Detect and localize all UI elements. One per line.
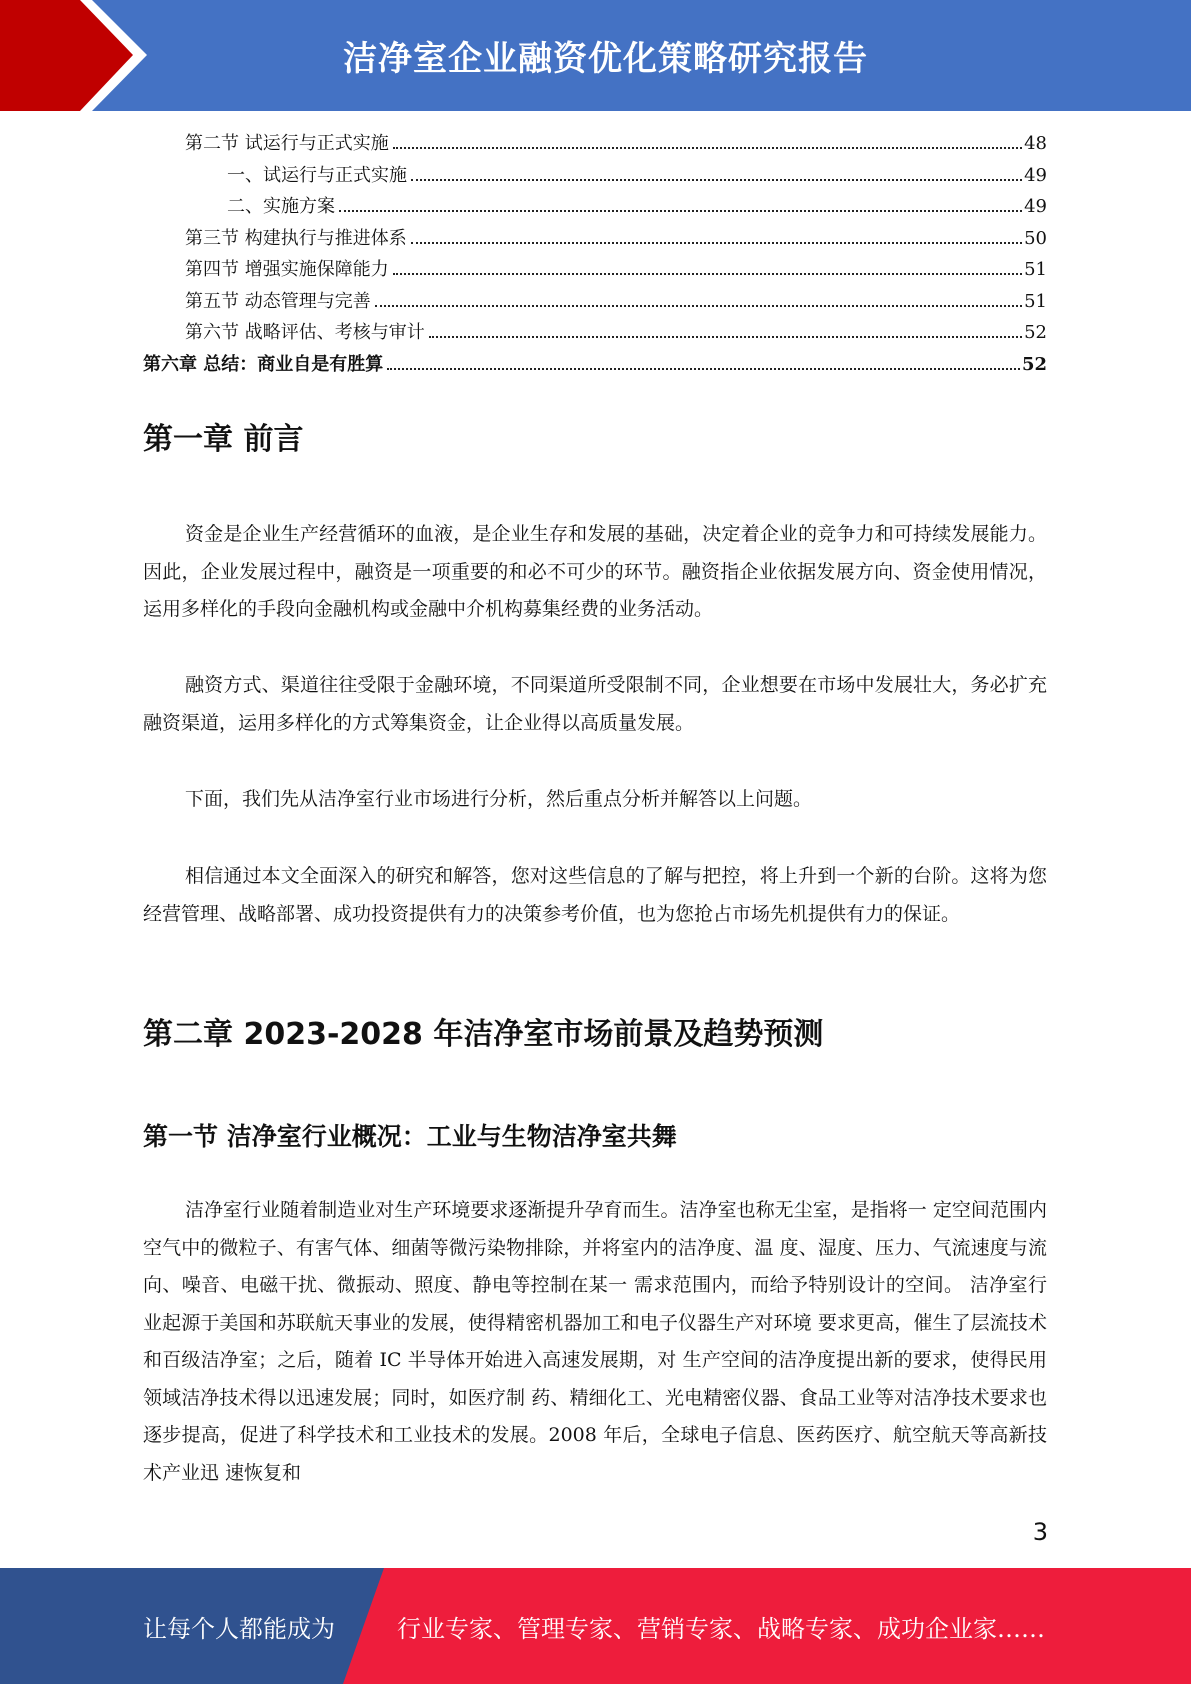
toc-entry-title: 第二节 试运行与正式实施 [185, 133, 389, 154]
footer-slogan-right: 行业专家、管理专家、营销专家、战略专家、成功企业家…… [397, 1614, 1045, 1643]
chapter2-paragraph-1: 洁净室行业随着制造业对生产环境要求逐渐提升孕育而生。洁净室也称无尘室，是指将一 定空间范围内空气中的微粒子、有害气体、细菌等微污染物排除，并将室内的洁净度、温 度、湿度、压力、气流速度与流向、噪音、电磁干扰、微振动、照度、静电等控制在某一 需求范围内，而给予特别设计的空间。 洁净室行业起源于美国和苏联航天事业的发展，使得精密机器加工和电子仪器生产对环境 要求更高，催生了层流技术和百级洁净室；之后，随着 IC 半导体开始进入高速发展期，对 生产空间的洁净度提出新的要求，使得民用领域洁净技术得以迅速发展；同时，如医疗制 药、精细化工、光电精密仪器、食品工业等对洁净技术要求也逐步提高，促进了科学技术和工业技术的发展。2008 年后，全球电子信息、医药医疗、航空航天等高新技术产业迅 速恢复和 [143, 1199, 1047, 1484]
chapter1-title: 第一章 前言 [143, 422, 304, 457]
toc-entry-title: 第五节 动态管理与完善 [185, 290, 371, 312]
chapter1-paragraph-3: 下面，我们先从洁净室行业市场进行分析，然后重点分析并解答以上问题。 [185, 788, 813, 810]
chapter1-paragraph-1: 资金是企业生产经营循环的血液，是企业生存和发展的基础，决定着企业的竞争力和可持续发展能力。因此，企业发展过程中，融资是一项重要的和必不可少的环节。融资指企业依据发展方向、资金使用情况，运用多样化的手段向金融机构或金融中介机构募集经费的业务活动。 [143, 523, 1047, 620]
toc-entry[interactable] [143, 349, 1047, 381]
toc-entry-page: 51 [1024, 259, 1047, 280]
toc-entry[interactable] [143, 286, 1047, 318]
toc-entry-title: 二、实施方案 [227, 196, 335, 217]
toc-entry-title: 第六章 总结：商业自是有胜算 [143, 353, 384, 375]
page-number: 3 [1032, 1518, 1048, 1546]
toc-entry-page: 48 [1024, 133, 1047, 154]
chapter1-paragraph-2: 融资方式、渠道往往受限于金融环境，不同渠道所受限制不同，企业想要在市场中发展壮大，务必扩充融资渠道，运用多样化的方式筹集资金，让企业得以高质量发展。 [143, 674, 1047, 734]
toc-dot-leader [429, 336, 1022, 338]
table-of-contents [143, 128, 1047, 380]
toc-dot-leader [393, 147, 1022, 149]
toc-dot-leader [393, 273, 1022, 275]
chapter1-paragraph-4: 相信通过本文全面深入的研究和解答，您对这些信息的了解与把控，将上升到一个新的台阶。这将为您经营管理、战略部署、成功投资提供有力的决策参考价值，也为您抢占市场先机提供有力的保证。 [143, 865, 1047, 925]
toc-entry[interactable] [143, 191, 1047, 223]
chapter2-section1-title: 第一节 洁净室行业概况：工业与生物洁净室共舞 [143, 1122, 677, 1151]
toc-entry-title: 一、试运行与正式实施 [227, 164, 407, 186]
toc-entry[interactable] [143, 128, 1047, 160]
page-footer [0, 1568, 1191, 1684]
toc-entry-page: 51 [1024, 290, 1047, 312]
toc-dot-leader [411, 242, 1022, 244]
toc-entry-title: 第四节 增强实施保障能力 [185, 259, 389, 280]
chapter2-title: 第二章 2023-2028 年洁净室市场前景及趋势预测 [143, 1017, 824, 1052]
toc-entry[interactable] [143, 317, 1047, 349]
toc-entry-page: 52 [1024, 322, 1047, 343]
toc-dot-leader [375, 305, 1022, 307]
toc-dot-leader [387, 368, 1020, 370]
toc-entry[interactable] [143, 160, 1047, 192]
toc-dot-leader [411, 179, 1022, 181]
page-header [0, 0, 1191, 111]
toc-entry-title: 第六节 战略评估、考核与审计 [185, 322, 425, 343]
toc-entry[interactable] [143, 223, 1047, 255]
toc-entry-title: 第三节 构建执行与推进体系 [185, 227, 407, 249]
header-title: 洁净室企业融资优化策略研究报告 [343, 39, 868, 79]
toc-entry-page: 52 [1021, 353, 1047, 375]
toc-dot-leader [339, 210, 1022, 212]
footer-slogan-left: 让每个人都能成为 [143, 1614, 335, 1643]
toc-entry[interactable] [143, 254, 1047, 286]
toc-entry-page: 50 [1024, 227, 1047, 249]
toc-entry-page: 49 [1024, 164, 1047, 186]
toc-entry-page: 49 [1024, 196, 1047, 217]
